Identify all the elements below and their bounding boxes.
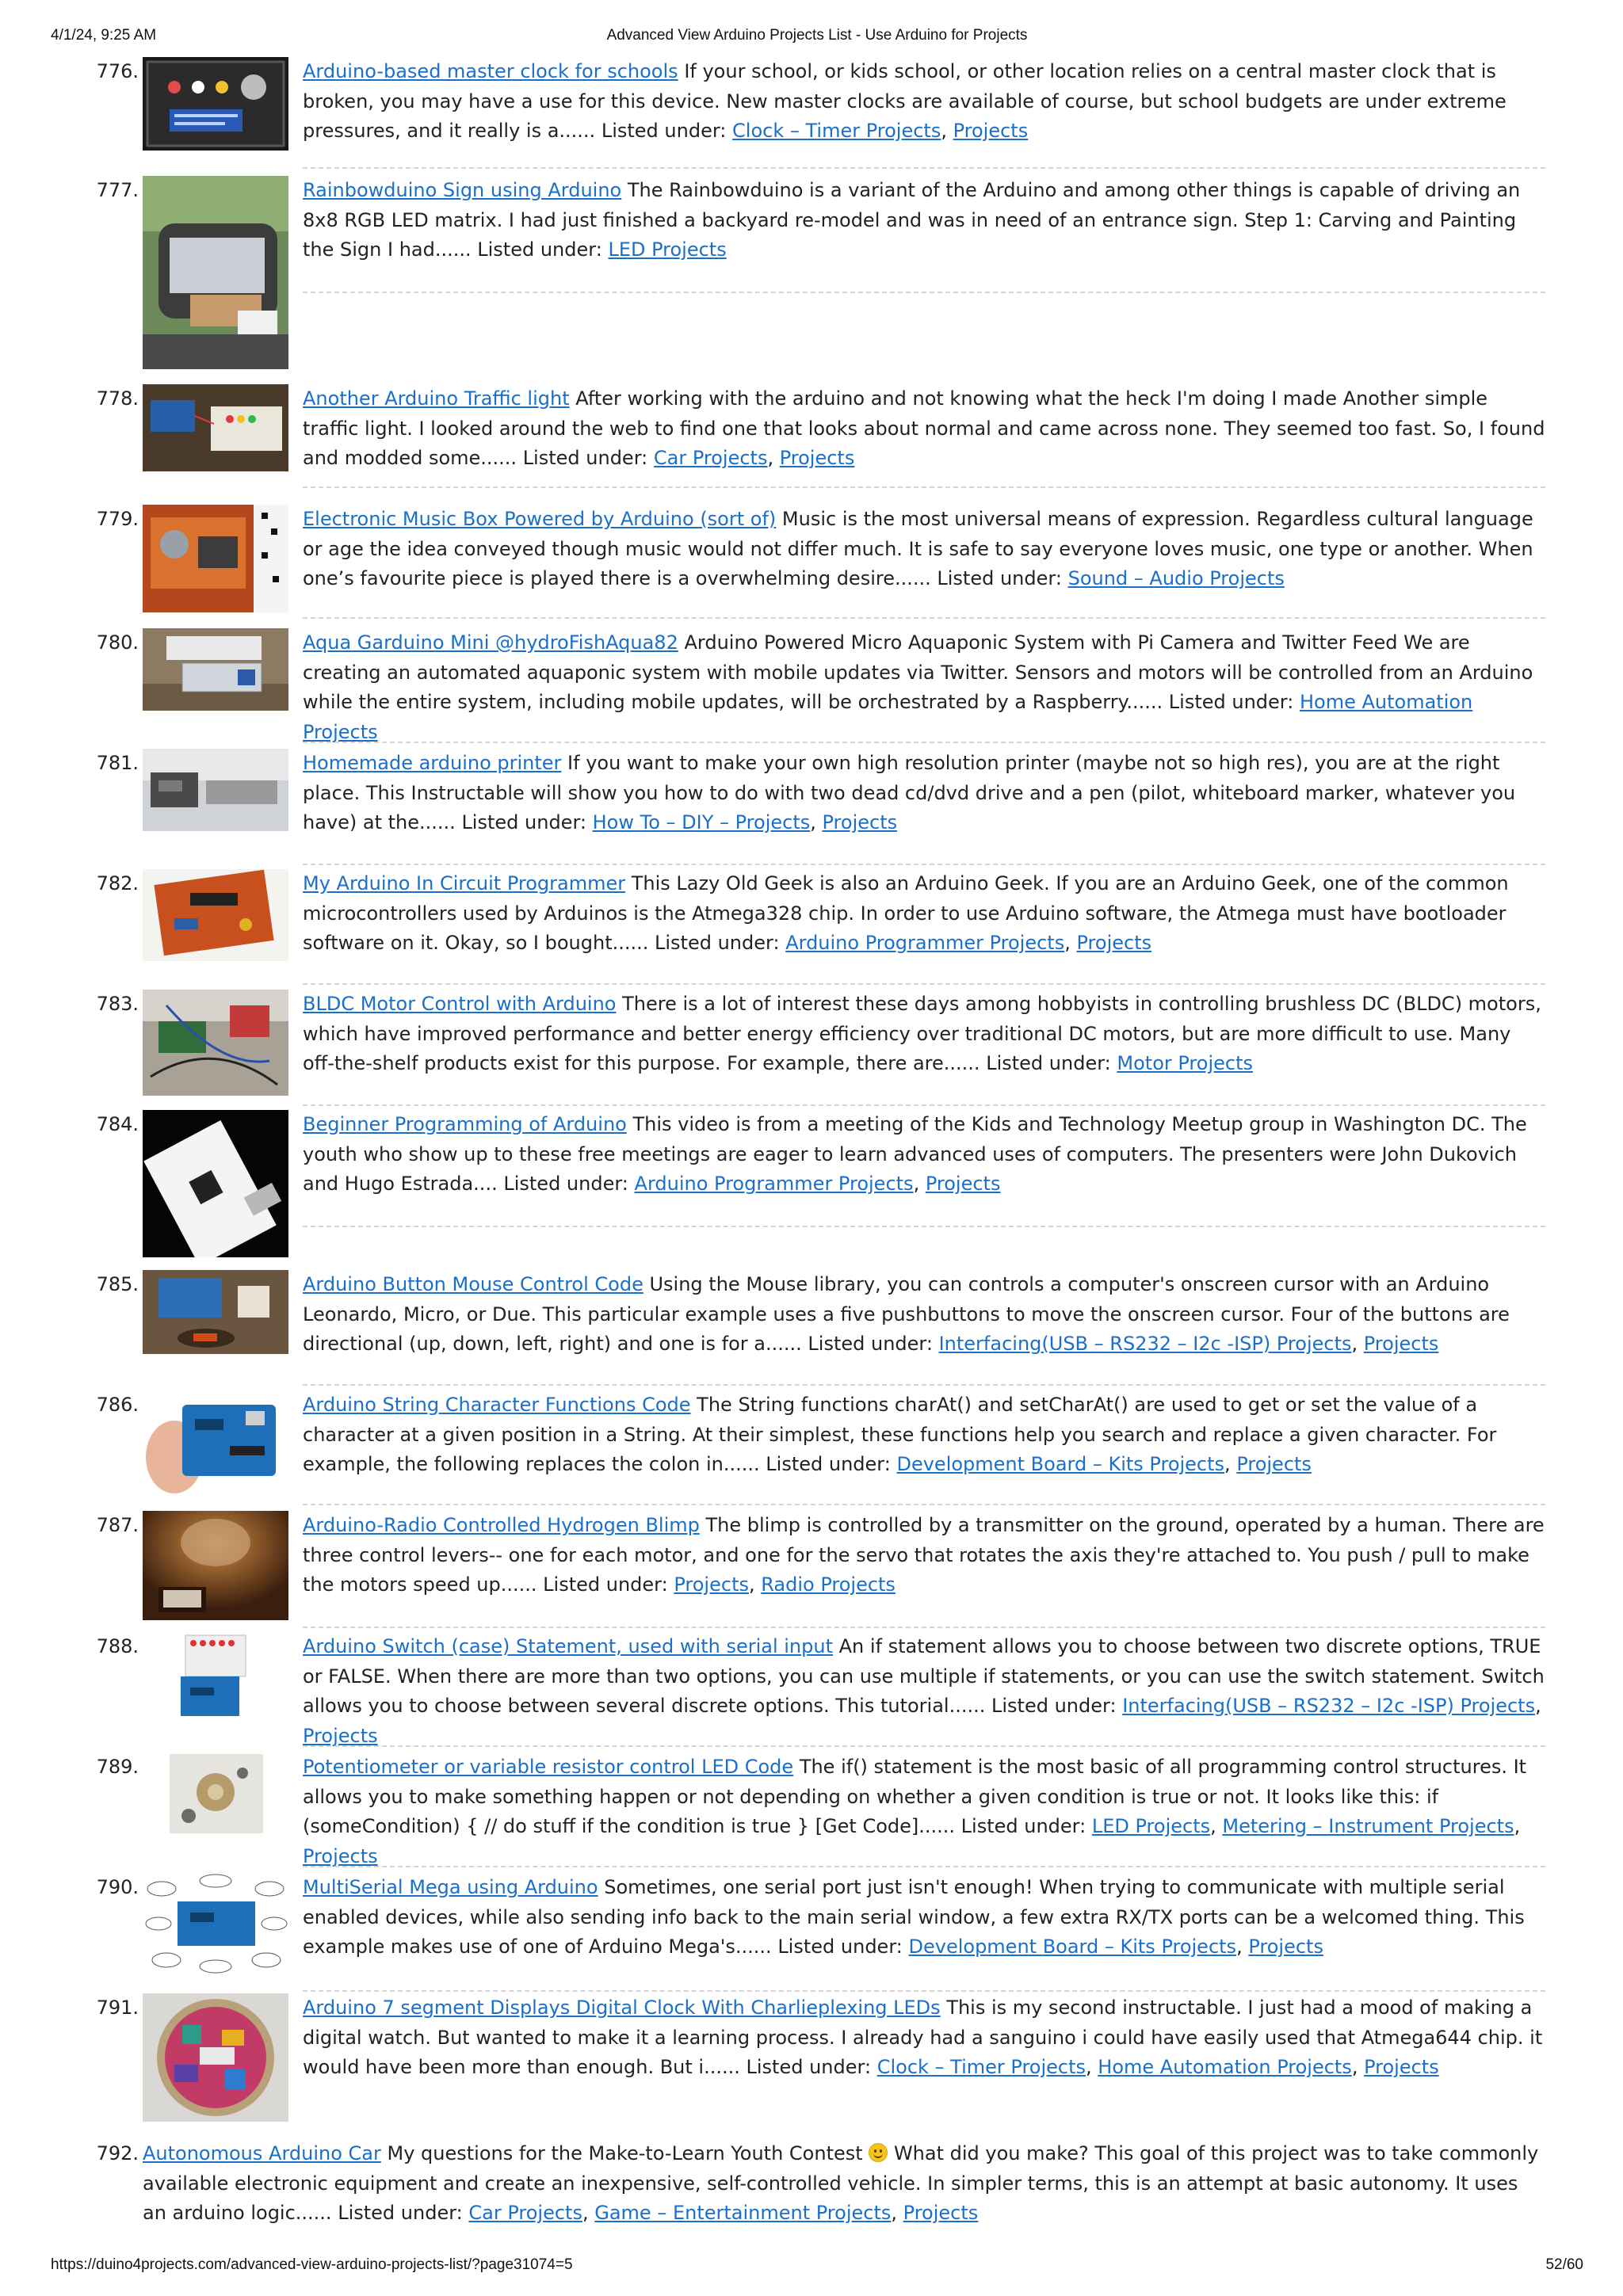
- project-description: The Rainbowduino is a variant of the Arduino and among other things is capable of driving an 8x8 RGB LED matrix. I had just finished a backyard re-model and was in need of an entrance sign. Step 1: Carving and Painting the Sign I had......: [303, 179, 1521, 261]
- item-text: Arduino-Radio Controlled Hydrogen Blimp The blimp is controlled by a transmitter on the ground, operated by a human. There are three control levers-- one for each motor, and one for the servo that rotates the axis they're attached to. You push / pull to make the motors speed up...... Listed under: Projects, Radio Projects: [303, 1514, 1545, 1596]
- project-description: This is my second instructable. I just had a mood of making a digital watch. But wanted to make it a learning process. I already had a sanguino i could have easily used that Atmega644 chip. it would have been more than enough. But i......: [303, 1997, 1543, 2078]
- item-divider: [303, 742, 1545, 743]
- item-text: Another Arduino Traffic light After working with the arduino and not knowing what the heck I'm doing I made Another simple traffic light. I looked around the web to find one that looks about normal and came across none. They seemed too fast. So, I found and modded some...... Listed under: Car Projects, Projects: [303, 387, 1545, 469]
- category-link[interactable]: Projects: [779, 447, 855, 469]
- category-link[interactable]: Projects: [1076, 932, 1152, 954]
- item-number: 788.: [96, 1635, 139, 1657]
- item-text: My Arduino In Circuit Programmer This Lazy Old Geek is also an Arduino Geek. If you are an Arduino Geek, one of the common microcontrollers used by Arduinos is the Atmega328 chip. In order to use Arduino software, the Atmega must have bootloader software on it. Okay, so I bought...... Listed under: Arduino Programmer Projects, Projects: [303, 872, 1509, 954]
- category-link[interactable]: Radio Projects: [761, 1573, 896, 1596]
- category-link[interactable]: Projects: [822, 811, 898, 833]
- thumbnail-mega-diagram[interactable]: [143, 1873, 288, 1974]
- item-number: 779.: [96, 508, 139, 530]
- list-item: [95, 2139, 1545, 2229]
- listed-under-label: Listed under:: [503, 1173, 628, 1195]
- listed-under-label: Listed under:: [960, 1815, 1086, 1837]
- project-description: My questions for the Make-to-Learn Youth Contest: [387, 2142, 863, 2164]
- listed-under-label: Listed under:: [808, 1333, 933, 1355]
- item-divider: [303, 983, 1545, 985]
- project-title-link[interactable]: Arduino-Radio Controlled Hydrogen Blimp: [303, 1514, 700, 1536]
- item-number: 785.: [96, 1273, 139, 1295]
- category-link[interactable]: Development Board – Kits Projects: [908, 1936, 1237, 1958]
- category-link[interactable]: Home Automation Projects: [303, 691, 1473, 743]
- item-text: Arduino Button Mouse Control Code Using the Mouse library, you can controls a computer's onscreen cursor with an Arduino Leonardo, Micro, or Due. This particular example uses a five pushbuttons to move the onscreen cursor. Four of the buttons are directional (up, down, left, right) and one is for a...... Listed under: Interfacing(USB – RS232 – I2c -ISP) Projects, Projects: [303, 1273, 1510, 1355]
- project-description: The String functions charAt() and setCharAt() are used to get or set the value of a character at a given position in a String. At their simplest, these functions help you search and replace a given character. For example, the following replaces the colon in......: [303, 1394, 1497, 1475]
- category-link[interactable]: Interfacing(USB – RS232 – I2c -ISP) Projects: [1122, 1695, 1536, 1717]
- listed-under-label: Listed under:: [338, 2202, 463, 2224]
- project-description: The if() statement is the most basic of all programming control structures. It allows you to make something happen or not depending on whether a given condition is true or not. It looks like this: if (someCondition) { // do stuff if the condition is true } [Get Code]......: [303, 1756, 1527, 1837]
- item-text: [303, 990, 1545, 1079]
- item-number: 777.: [96, 179, 139, 201]
- category-link[interactable]: Projects: [1248, 1936, 1323, 1958]
- listed-under-label: Listed under:: [522, 447, 648, 469]
- project-title-link[interactable]: Rainbowduino Sign using Arduino: [303, 179, 622, 201]
- project-description: An if statement allows you to choose between two discrete options, TRUE or FALSE. When there are more than two options, you can use multiple if statements, or you can use the switch statement. Switch allows you to choose between several discrete options. This tutorial......: [303, 1635, 1545, 1717]
- category-link[interactable]: Home Automation Projects: [1098, 2056, 1352, 2078]
- item-number: 792.: [96, 2142, 139, 2164]
- category-link[interactable]: Motor Projects: [1117, 1052, 1253, 1074]
- item-divider: [303, 1745, 1545, 1747]
- category-link[interactable]: Clock – Timer Projects: [732, 120, 941, 142]
- category-link[interactable]: Projects: [674, 1573, 749, 1596]
- thumbnail-sign-build[interactable]: [143, 176, 288, 369]
- item-text: Homemade arduino printer If you want to make your own high resolution printer (maybe not so high res), you are at the right place. This Instructable will show you how to do with two dead cd/dvd drive and a pen (pilot, whiteboard marker, whatever you have) at the...... Listed under: How To – DIY – Projects, Projects: [303, 752, 1516, 833]
- thumbnail-clock-disc[interactable]: [143, 1993, 288, 2122]
- project-description: If you want to make your own high resolution printer (maybe not so high res), you are at the right place. This Instructable will show you how to do with two dead cd/dvd drive and a pen (pilot, whiteboard marker, whatever you have) at the......: [303, 752, 1516, 833]
- item-divider: [303, 864, 1545, 865]
- item-divider: [303, 292, 1545, 293]
- category-link[interactable]: Projects: [1363, 1333, 1439, 1355]
- listed-under-label: Listed under:: [601, 120, 727, 142]
- category-link[interactable]: Arduino Programmer Projects: [634, 1173, 914, 1195]
- category-link[interactable]: Arduino Programmer Projects: [785, 932, 1065, 954]
- category-link[interactable]: Projects: [303, 1724, 378, 1747]
- item-divider: [303, 1104, 1545, 1106]
- category-link[interactable]: Projects: [303, 1844, 378, 1867]
- project-title-link[interactable]: Electronic Music Box Powered by Arduino (sort of): [303, 508, 777, 530]
- listed-under-label: Listed under:: [1168, 691, 1294, 713]
- category-link[interactable]: Clock – Timer Projects: [876, 2056, 1086, 2078]
- listed-under-label: Listed under:: [986, 1052, 1111, 1074]
- item-text: Arduino 7 segment Displays Digital Clock With Charlieplexing LEDs This is my second instructable. I just had a mood of making a digital watch. But wanted to make it a learning process. I already had a sanguino i could have easily used that Atmega644 chip. it would have been more than enough. But i...... Listed under: Clock – Timer Projects, Home Automation Projects, Projects: [303, 1997, 1543, 2078]
- project-title-link[interactable]: Arduino Switch (case) Statement, used with serial input: [303, 1635, 833, 1657]
- item-divider: [303, 1990, 1545, 1992]
- item-divider: [303, 1866, 1545, 1867]
- item-number: 776.: [96, 60, 139, 82]
- category-link[interactable]: Car Projects: [653, 447, 768, 469]
- item-divider: [303, 617, 1545, 619]
- listed-under-label: Listed under:: [777, 1936, 903, 1958]
- project-title-link[interactable]: Autonomous Arduino Car: [143, 2142, 381, 2164]
- print-page-title: Advanced View Arduino Projects List - Use Arduino for Projects: [606, 27, 1028, 44]
- category-link[interactable]: Metering – Instrument Projects: [1222, 1815, 1514, 1837]
- listed-under-label: Listed under:: [655, 932, 780, 954]
- print-datetime: 4/1/24, 9:25 AM: [51, 27, 157, 44]
- item-divider: [303, 1226, 1545, 1227]
- thumbnail-arduino-hand[interactable]: [143, 1390, 288, 1498]
- project-description: This Lazy Old Geek is also an Arduino Geek. If you are an Arduino Geek, one of the common microcontrollers used by Arduinos is the Atmega328 chip. In order to use Arduino software, the Atmega must have bootloader software on it. Okay, so I bought......: [303, 872, 1509, 954]
- category-link[interactable]: How To – DIY – Projects: [592, 811, 811, 833]
- listed-under-label: Listed under:: [477, 238, 602, 261]
- project-description: Using the Mouse library, you can controls a computer's onscreen cursor with an Arduino Leonardo, Micro, or Due. This particular example uses a five pushbuttons to move the onscreen cursor. Four of the buttons are directional (up, down, left, right) and one is for a......: [303, 1273, 1510, 1355]
- project-title-link[interactable]: Arduino String Character Functions Code: [303, 1394, 691, 1416]
- item-number: 778.: [96, 387, 139, 410]
- thumbnail-arduino-board-black[interactable]: [143, 1110, 288, 1257]
- project-title-link[interactable]: Beginner Programming of Arduino: [303, 1113, 627, 1135]
- print-footer: [51, 2256, 1583, 2279]
- project-description: If your school, or kids school, or other location relies on a central master clock that is broken, you may have a use for this device. New master clocks are available of course, but school budgets are under extreme pressures, and it really is a......: [303, 60, 1507, 142]
- project-title-link[interactable]: Potentiometer or variable resistor control LED Code: [303, 1756, 794, 1778]
- thumbnail-aquaponic[interactable]: [143, 628, 288, 711]
- category-link[interactable]: Sound – Audio Projects: [1067, 567, 1285, 589]
- item-number: 791.: [96, 1997, 139, 2019]
- item-number: 780.: [96, 631, 139, 654]
- project-description-continued: What did you make? This goal of this project was to take commonly available electronic equipment and create an inexpensive, self-controlled vehicle. In simpler terms, this is an attempt at basic autonomy. It uses an arduino logic......: [143, 2142, 1539, 2224]
- thumbnail-traffic-board[interactable]: [143, 384, 288, 471]
- listed-under-label: Listed under:: [766, 1453, 891, 1475]
- item-number: 787.: [96, 1514, 139, 1536]
- category-link[interactable]: Car Projects: [468, 2202, 582, 2224]
- item-number: 781.: [96, 752, 139, 774]
- category-link[interactable]: Interfacing(USB – RS232 – I2c -ISP) Projects: [938, 1333, 1352, 1355]
- item-text: Beginner Programming of Arduino This video is from a meeting of the Kids and Technology Meetup group in Washington DC. The youth who show up to these free meetings are eager to learn advanced uses of computers. The presenters were John Dukovich and Hugo Estrada.... Listed under: Arduino Programmer Projects, Projects: [303, 1113, 1527, 1195]
- listed-under-label: Listed under:: [543, 1573, 668, 1596]
- project-title-link[interactable]: MultiSerial Mega using Arduino: [303, 1876, 598, 1898]
- item-number: 783.: [96, 993, 139, 1015]
- listed-under-label: Listed under:: [461, 811, 586, 833]
- item-number: 786.: [96, 1394, 139, 1416]
- thumbnail-printer[interactable]: [143, 749, 288, 831]
- item-number: 784.: [96, 1113, 139, 1135]
- item-divider: [303, 1384, 1545, 1386]
- category-link[interactable]: Game – Entertainment Projects: [594, 2202, 892, 2224]
- project-description: Sometimes, one serial port just isn't enough! When trying to communicate with multiple serial enabled devices, while also sending info back to the main serial window, a few extra RX/TX ports can be a welcomed thing. This example makes use of one of Arduino Mega's......: [303, 1876, 1525, 1958]
- item-text: [303, 628, 1545, 747]
- item-number: 782.: [96, 872, 139, 894]
- item-divider: [303, 167, 1545, 169]
- item-divider: [303, 486, 1545, 488]
- thumbnail-potentiometer[interactable]: [143, 1753, 288, 1835]
- project-title-link[interactable]: Arduino 7 segment Displays Digital Clock With Charlieplexing LEDs: [303, 1997, 941, 2019]
- smile-emoji-icon: [869, 2143, 888, 2162]
- category-link[interactable]: Projects: [953, 120, 1029, 142]
- item-text: [303, 176, 1545, 265]
- category-link[interactable]: Projects: [925, 1173, 1001, 1195]
- category-link[interactable]: Projects: [903, 2202, 979, 2224]
- project-description: After working with the arduino and not knowing what the heck I'm doing I made Another simple traffic light. I looked around the web to find one that looks about normal and came across none. They seemed too fast. So, I found and modded some......: [303, 387, 1545, 469]
- category-link[interactable]: Development Board – Kits Projects: [896, 1453, 1225, 1475]
- item-text: Potentiometer or variable resistor control LED Code The if() statement is the most basic of all programming control structures. It allows you to make something happen or not depending on whether a given condition is true or not. It looks like this: if (someCondition) { // do stuff if the condition is true } [Get Code]...... Listed under: LED Projects, Metering – Instrument Projects, Projects: [303, 1756, 1527, 1867]
- project-description: The blimp is controlled by a transmitter on the ground, operated by a human. There are three control levers-- one for each motor, and one for the servo that rotates the axis they're attached to. You push / pull to make the motors speed up......: [303, 1514, 1545, 1596]
- project-title-link[interactable]: My Arduino In Circuit Programmer: [303, 872, 626, 894]
- thumbnail-arduino-mouse[interactable]: [143, 1270, 288, 1354]
- category-link[interactable]: Projects: [1236, 1453, 1312, 1475]
- item-text: MultiSerial Mega using Arduino Sometimes, one serial port just isn't enough! When trying to communicate with multiple serial enabled devices, while also sending info back to the main serial window, a few extra RX/TX ports can be a welcomed thing. This example makes use of one of Arduino Mega's...... Listed under: Development Board – Kits Projects, Projects: [303, 1876, 1525, 1958]
- item-text: Arduino-based master clock for schools If your school, or kids school, or other location relies on a central master clock that is broken, you may have a use for this device. New master clocks are available of course, but school budgets are under extreme pressures, and it really is a...... Listed under: Clock – Timer Projects, Projects: [303, 60, 1507, 142]
- listed-under-label: Listed under:: [937, 567, 1062, 589]
- thumbnail-bldc-motor[interactable]: [143, 990, 288, 1096]
- project-title-link[interactable]: Homemade arduino printer: [303, 752, 562, 774]
- thumbnail-clock-box[interactable]: [143, 57, 288, 151]
- thumbnail-music-box[interactable]: [143, 505, 288, 612]
- project-description: Arduino Powered Micro Aquaponic System with Pi Camera and Twitter Feed We are creating an automated aquaponic system with mobile updates via Twitter. Sensors and motors will be controlled from an Arduino while the entire system, including mobile updates, will be orchestrated by a Raspberry......: [303, 631, 1533, 713]
- listed-under-label: Listed under:: [991, 1695, 1117, 1717]
- item-number: 789.: [96, 1756, 139, 1778]
- project-description: Music is the most universal means of expression. Regardless cultural language or age the idea conveyed though music would not differ much. It is safe to say everyone loves music, one type or another. When one’s favourite piece is played there is a overwhelming desire......: [303, 508, 1533, 589]
- item-text: Arduino Switch (case) Statement, used with serial input An if statement allows you to choose between two discrete options, TRUE or FALSE. When there are more than two options, you can use multiple if statements, or you can use the switch statement. Switch allows you to choose between several discrete options. This tutorial...... Listed under: Interfacing(USB – RS232 – I2c -ISP) Projects, Projects: [303, 1635, 1545, 1747]
- category-link[interactable]: LED Projects: [608, 238, 727, 261]
- category-link[interactable]: Projects: [1364, 2056, 1439, 2078]
- category-link[interactable]: LED Projects: [1091, 1815, 1211, 1837]
- project-title-link[interactable]: Another Arduino Traffic light: [303, 387, 570, 410]
- thumbnail-programmer-board[interactable]: [143, 869, 288, 961]
- item-text: [303, 505, 1545, 594]
- listed-under-label: Listed under:: [746, 2056, 872, 2078]
- item-number: 790.: [96, 1876, 139, 1898]
- item-text: 792. Autonomous Arduino Car My questions for the Make-to-Learn Youth Contest What did you make? This goal of this project was to take commonly available electronic equipment and create an inexpensive, self-controlled vehicle. In simpler terms, this is an attempt at basic autonomy. It uses an arduino logic...... Listed under: Car Projects, Game – Entertainment Projects, Projects: [95, 2139, 1545, 2229]
- project-title-link[interactable]: BLDC Motor Control with Arduino: [303, 993, 617, 1015]
- item-divider: [303, 1504, 1545, 1505]
- print-url: https://duino4projects.com/advanced-view-arduino-projects-list/?page31074=5: [51, 2256, 573, 2273]
- project-title-link[interactable]: Arduino Button Mouse Control Code: [303, 1273, 643, 1295]
- item-divider: [303, 1627, 1545, 1628]
- project-title-link[interactable]: Arduino-based master clock for schools: [303, 60, 678, 82]
- project-title-link[interactable]: Aqua Garduino Mini @hydroFishAqua82: [303, 631, 678, 654]
- print-page-number: 52/60: [1545, 2256, 1583, 2273]
- project-description: There is a lot of interest these days among hobbyists in controlling brushless DC (BLDC) motors, which have improved performance and better energy efficiency over traditional DC motors, but are more difficult to use. Many off-the-shelf products exist for this purpose. For example, there are......: [303, 993, 1541, 1074]
- thumbnail-blimp[interactable]: [143, 1511, 288, 1620]
- project-description: This video is from a meeting of the Kids and Technology Meetup group in Washington DC. The youth who show up to these free meetings are eager to learn advanced uses of computers. The presenters were John Dukovich and Hugo Estrada....: [303, 1113, 1527, 1195]
- item-text: Arduino String Character Functions Code The String functions charAt() and setCharAt() are used to get or set the value of a character at a given position in a String. At their simplest, these functions help you search and replace a given character. For example, the following replaces the colon in...... Listed under: Development Board – Kits Projects, Projects: [303, 1394, 1497, 1475]
- thumbnail-led-breadboard[interactable]: [143, 1632, 288, 1719]
